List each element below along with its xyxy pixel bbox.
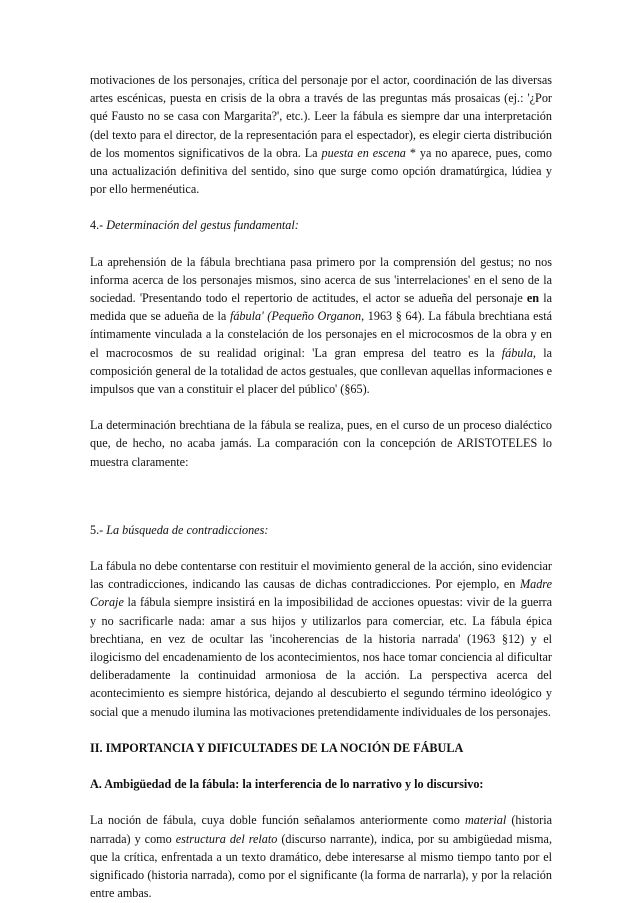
text-run: material <box>464 813 507 828</box>
paragraph-dialectic <box>90 416 552 471</box>
heading-gestus-number: 4.- <box>90 218 107 233</box>
text-run: en <box>526 291 540 306</box>
document-page <box>90 71 552 902</box>
text-run: la fábula siempre insistirá en la imposibilidad de acciones opuestas: vivir de la guerra y no sacrificarle nada: amar a sus hijos y utilizarlos para comerciar, etc. La fábula épica brechtiana, en vez de ocultar las 'incoherencias de la historia narrada' (1963 §12) y el ilogicismo del encadenamiento de los acontecimientos, nos hace tomar conciencia al dificultar deliberadamente la continuidad armoniosa de la acción. La perspectiva acerca del acontecimiento es siempre histórica, dejando al descubierto el segundo término ideológico y social que a menudo ilumina las motivaciones pretendidamente individuales de los personajes. <box>90 595 552 719</box>
text-run: fábula, <box>501 345 536 360</box>
text-run: motivaciones de los personajes, crítica del personaje por el actor, coordinación de las diversas artes escénicas, puesta en crisis de la obra a través de las preguntas más prosaicas (ej.: '¿Por qué Fausto no se casa con Margarita?', etc.). Leer la fábula es siempre dar una interpretación (del texto para el director, de la representación para el espectador), es elegir cierta distribución de los momentos significativos de la obra. La <box>90 73 552 160</box>
text-run: puesta en escena <box>321 145 406 160</box>
text-run: La noción de fábula, cuya doble función señalamos anteriormente como <box>90 813 465 828</box>
section-heading-ii: II. IMPORTANCIA Y DIFICULTADES DE LA NOCIÓN DE FÁBULA <box>90 740 464 755</box>
text-run: estructura del relato <box>175 831 278 846</box>
paragraph-fabula-reading <box>90 71 552 198</box>
text-run: la composición general de la totalidad de actos gestuales, que conllevan aquellas informaciones e impulsos que van a constituir el placer del público' (§65). <box>90 345 553 397</box>
text-run: (discurso narrante), indica, por su ambigüedad misma, que la crítica, enfrentada a un texto dramático, debe interesarse al mismo tiempo tanto por el significado (historia narrada), como por el significante (la forma de narrarla), y por la relación entre ambas. <box>90 831 552 901</box>
text-run: * ya no aparece, pues, como una actualización definitiva del sentido, sino que surge como opción dramatúrgica, lúdiea y por ello hermenéutica. <box>90 145 553 197</box>
heading-gestus-title: Determinación del gestus fundamental: <box>106 218 299 233</box>
text-run: La fábula no debe contentarse con restituir el movimiento general de la acción, sino evidenciar las contradicciones, indicando las causas de dichas contradicciones. Por ejemplo, en <box>90 559 552 592</box>
heading-contradicciones <box>90 521 552 539</box>
text-run: (historia narrada) y como <box>90 813 552 846</box>
subsection-heading-a: A. Ambigüedad de la fábula: la interferencia de lo narrativo y lo discursivo: <box>90 777 484 792</box>
heading-gestus <box>90 216 552 234</box>
heading-contradicciones-title: La búsqueda de contradicciones: <box>106 522 269 537</box>
paragraph-gestus <box>90 253 552 399</box>
heading-contradicciones-number: 5.- <box>90 522 107 537</box>
paragraph-ambiguedad <box>90 811 552 902</box>
text-run: Madre Coraje <box>90 577 552 610</box>
text-run: La aprehensión de la fábula brechtiana pasa primero por la comprensión del gestus; no nos informa acerca de los personajes mismos, sino acerca de sus 'interrelaciones' en el seno de la sociedad. 'Presentando todo el repertorio de actitudes, el actor se adueña del personaje <box>90 254 552 306</box>
text-run: fábula' (Pequeño Organon, <box>229 309 365 324</box>
text-run: la medida que se adueña de la <box>90 291 553 324</box>
paragraph-contradicciones <box>90 557 552 721</box>
text-run: La determinación brechtiana de la fábula se realiza, pues, en el curso de un proceso dialéctico que, de hecho, no acaba jamás. La comparación con la concepción de ARISTOTELES lo muestra claramente: <box>90 418 552 469</box>
text-run: 1963 § 64). La fábula brechtiana está íntimamente vinculada a la constelación de los personajes en el microcosmos de la obra y en el macrocosmos de su realidad original: 'La gran empresa del teatro es la <box>90 309 553 360</box>
